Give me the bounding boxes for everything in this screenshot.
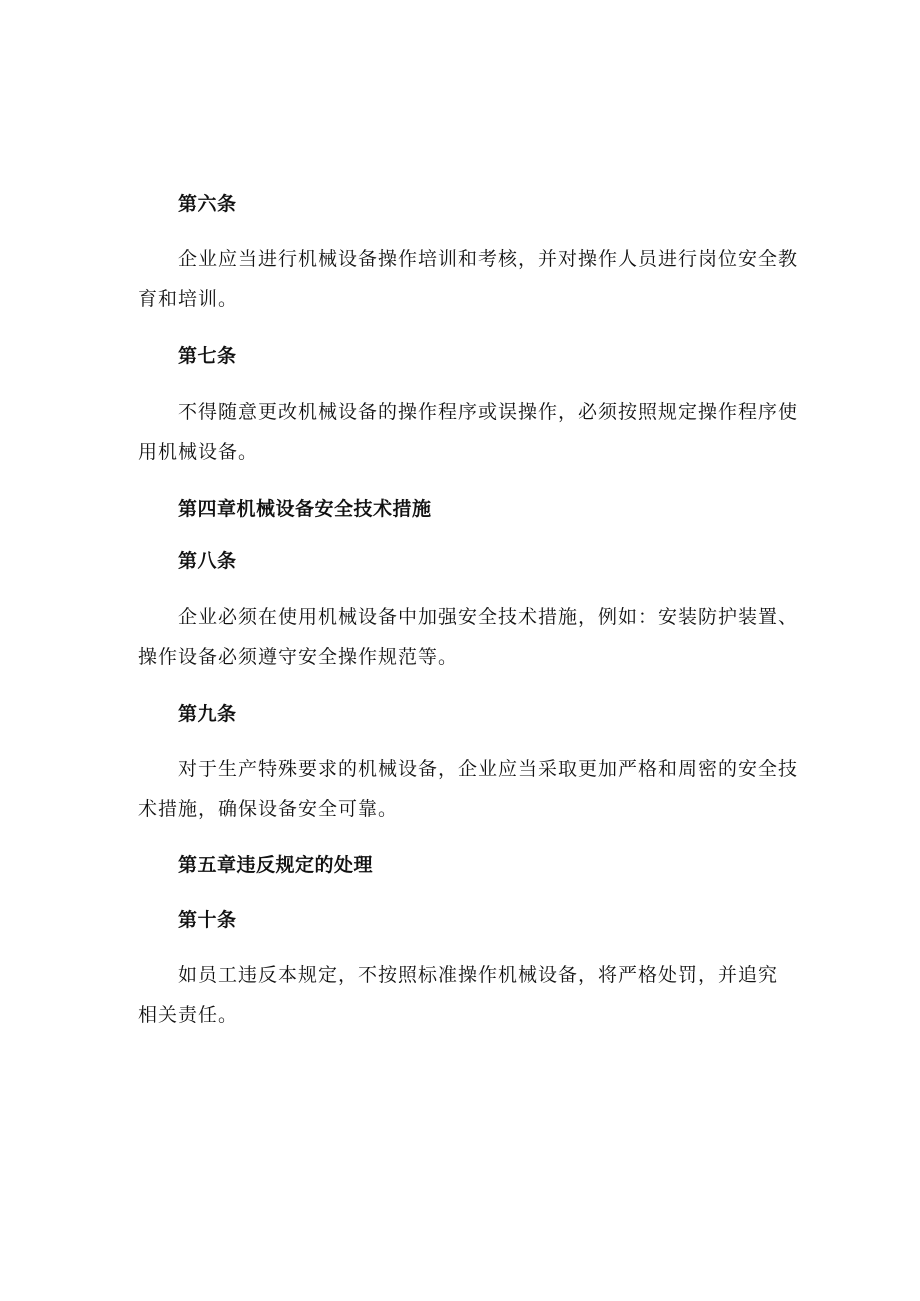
article-7-line-1: 不得随意更改机械设备的操作程序或误操作，必须按照规定操作程序使 (178, 401, 799, 423)
article-8-line-2: 操作设备必须遵守安全操作规范等。 (138, 646, 459, 668)
article-8-heading: 第八条 (178, 550, 237, 572)
article-6-line-2: 育和培训。 (138, 288, 239, 310)
article-7-line-2: 用机械设备。 (138, 441, 259, 463)
chapter-5-heading: 第五章违反规定的处理 (178, 854, 374, 876)
article-6-heading: 第六条 (178, 193, 237, 215)
article-9-line-1: 对于生产特殊要求的机械设备，企业应当采取更加严格和周密的安全技 (178, 758, 799, 780)
article-10-line-1: 如员工违反本规定，不按照标准操作机械设备，将严格处罚，并追究 (178, 964, 779, 986)
article-8-line-1: 企业必须在使用机械设备中加强安全技术措施，例如：安装防护装置、 (178, 606, 799, 628)
article-6-line-1: 企业应当进行机械设备操作培训和考核，并对操作人员进行岗位安全教 (178, 248, 799, 270)
article-7-heading: 第七条 (178, 345, 237, 367)
article-10-line-2: 相关责任。 (138, 1004, 239, 1026)
chapter-4-heading: 第四章机械设备安全技术措施 (178, 498, 432, 520)
article-10-heading: 第十条 (178, 909, 237, 931)
article-7-body (138, 392, 798, 472)
article-8-body (138, 597, 798, 677)
article-6-body (138, 239, 798, 319)
article-10-body (138, 955, 798, 1035)
article-9-heading: 第九条 (178, 703, 237, 725)
article-9-body (138, 749, 798, 829)
article-9-line-2: 术措施，确保设备安全可靠。 (138, 798, 399, 820)
